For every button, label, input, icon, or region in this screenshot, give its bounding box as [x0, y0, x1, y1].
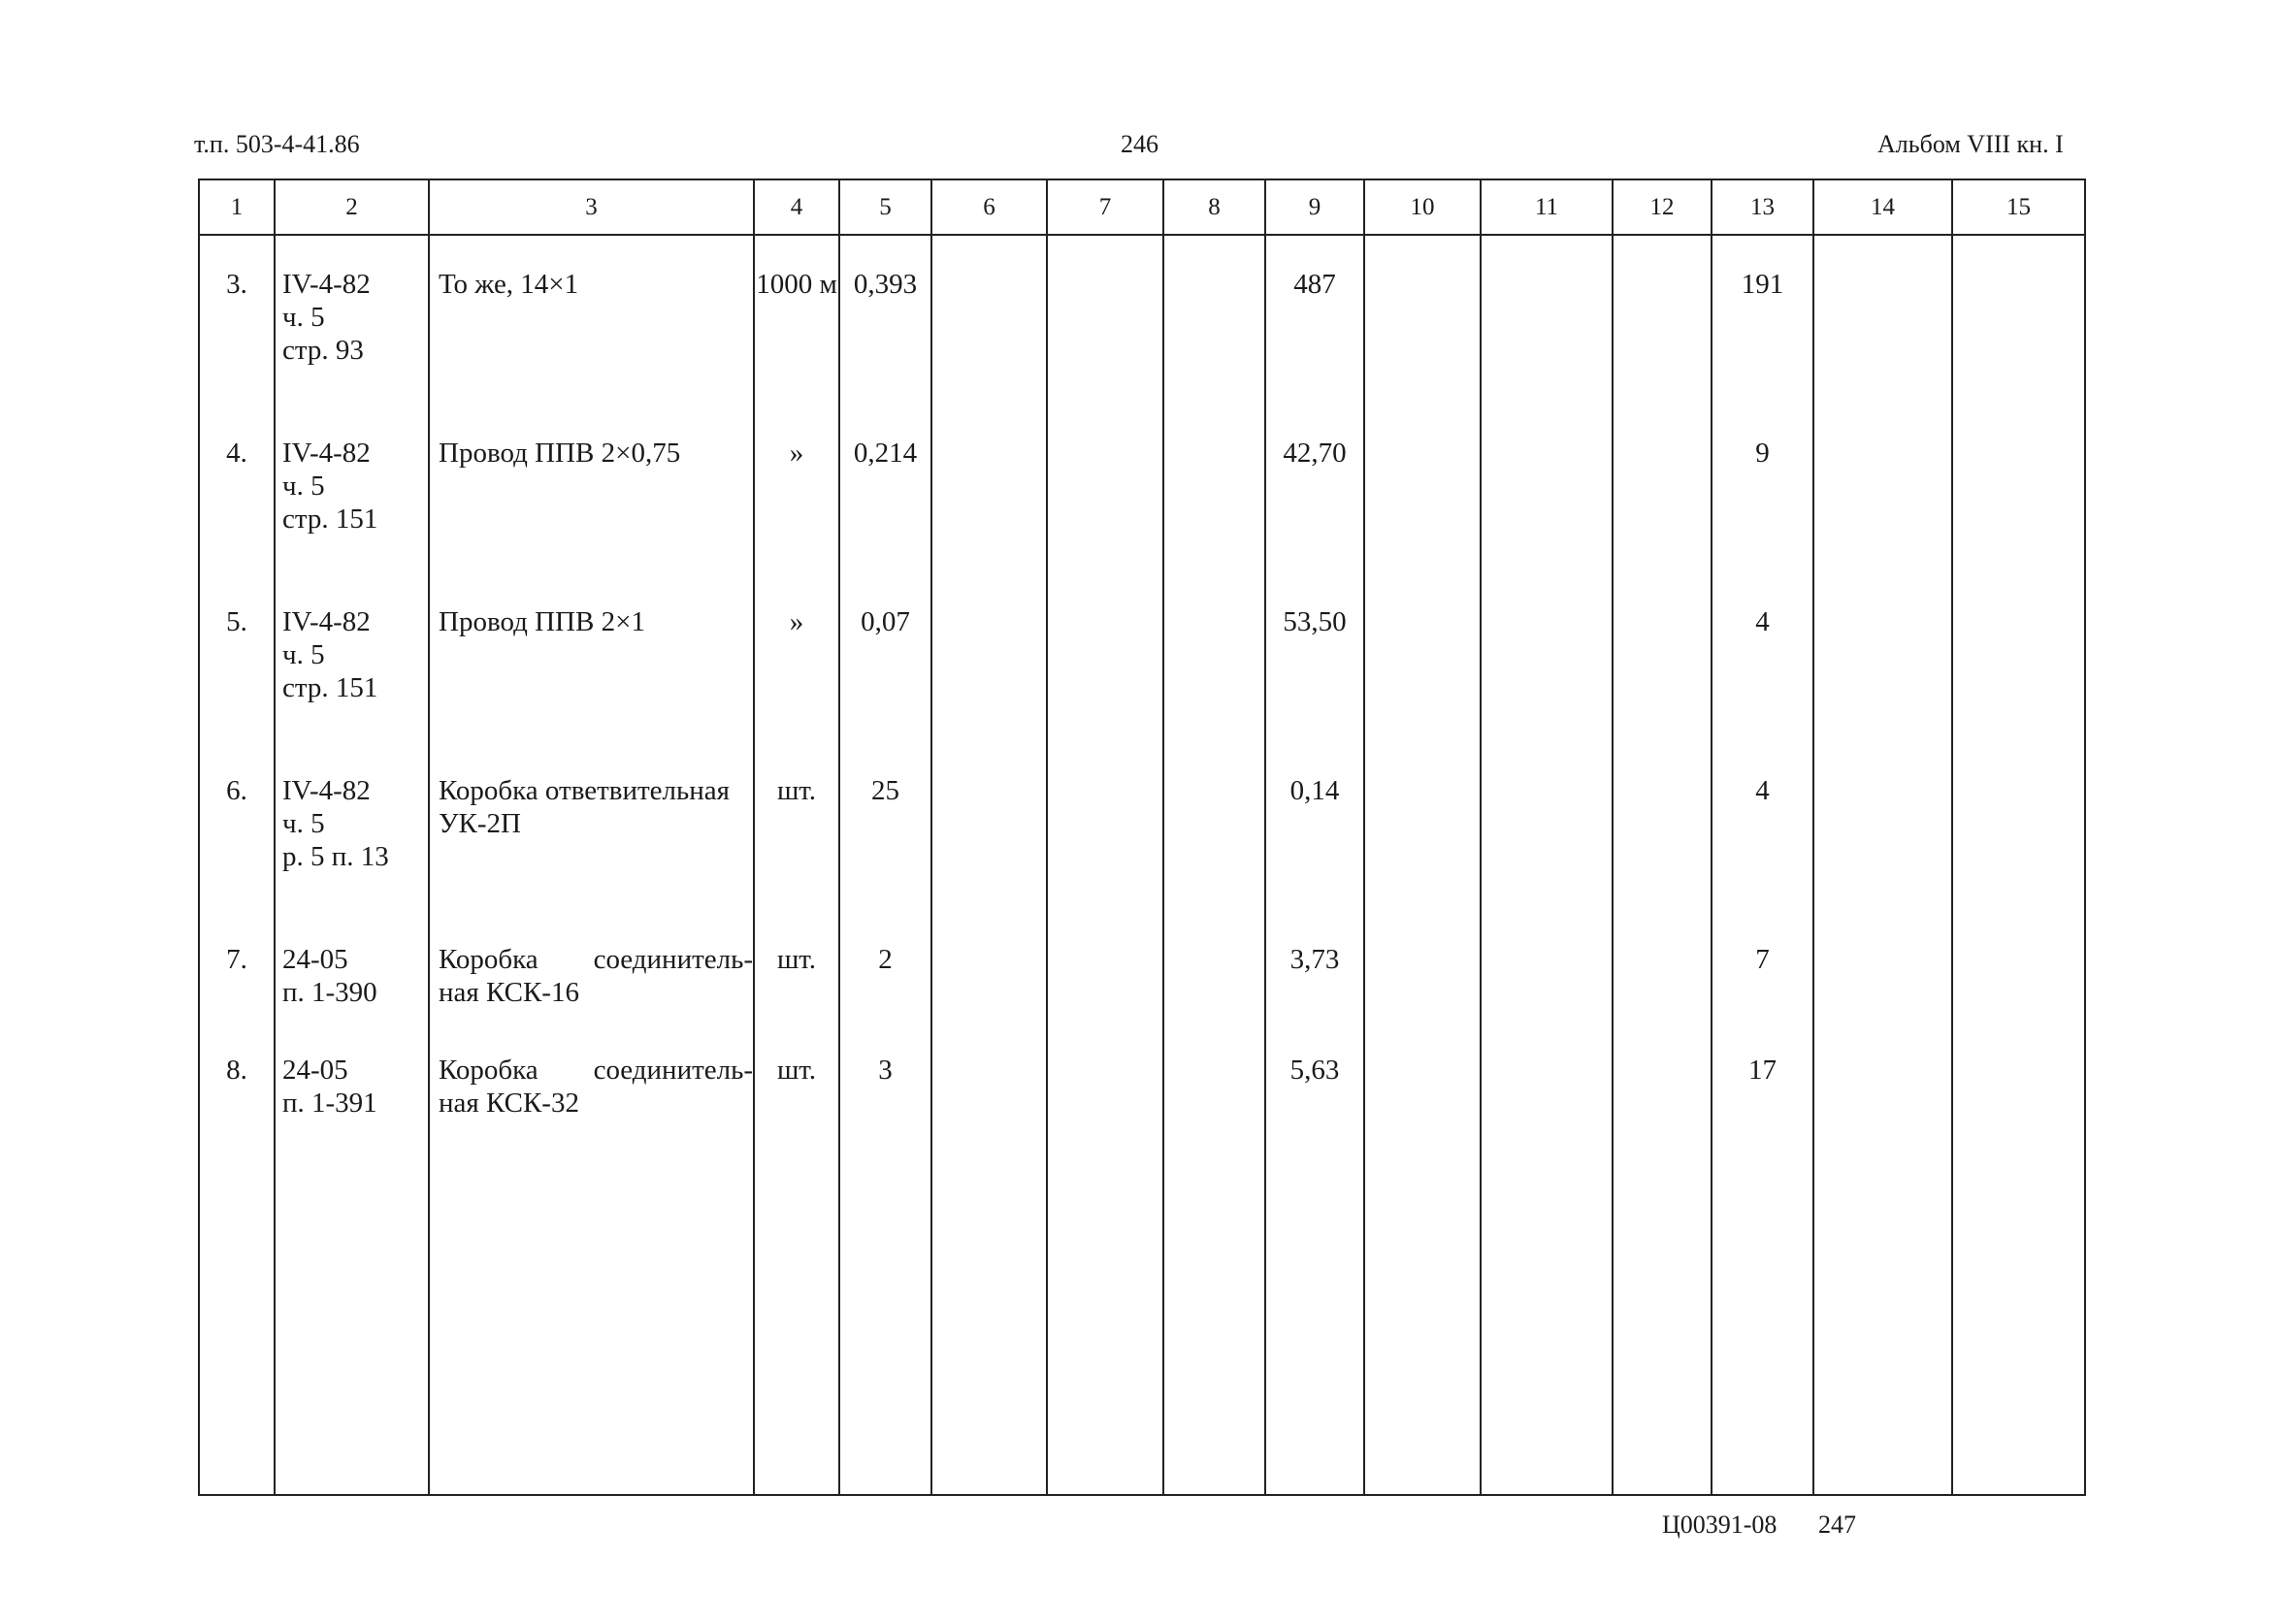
- item-name: Провод ППВ 2×0,75: [429, 405, 754, 573]
- reference-code: IV-4-82 ч. 5 стр. 93: [275, 235, 429, 405]
- table-row: [200, 742, 2084, 911]
- item-name: Коробка ответвительная УК-2П: [429, 742, 754, 911]
- row-number: 3.: [200, 235, 275, 405]
- quantity: 3: [839, 1046, 931, 1156]
- quantity: 25: [839, 742, 931, 911]
- footer-page: 247: [1817, 1510, 1856, 1539]
- column-header: 11: [1481, 180, 1613, 235]
- quantity: 2: [839, 911, 931, 1046]
- unit: шт.: [754, 742, 839, 911]
- total-cost: 17: [1712, 1046, 1813, 1156]
- table-row: [200, 573, 2084, 742]
- column-header: 8: [1163, 180, 1265, 235]
- footer-code: Ц00391-08: [1662, 1510, 1777, 1539]
- column-header: 15: [1952, 180, 2084, 235]
- total-cost: 7: [1712, 911, 1813, 1046]
- reference-code: 24-05 п. 1-390: [275, 911, 429, 1046]
- column-number-row: [200, 180, 2084, 235]
- column-header: 4: [754, 180, 839, 235]
- empty-row: [200, 1156, 2084, 1494]
- unit: »: [754, 573, 839, 742]
- reference-code: IV-4-82 ч. 5 р. 5 п. 13: [275, 742, 429, 911]
- table-row: [200, 911, 2084, 1046]
- unit-cost: 487: [1265, 235, 1364, 405]
- column-header: 1: [200, 180, 275, 235]
- footer: [1662, 1510, 1856, 1540]
- quantity: 0,214: [839, 405, 931, 573]
- column-header: 3: [429, 180, 754, 235]
- table-row: [200, 1046, 2084, 1156]
- column-header: 7: [1047, 180, 1163, 235]
- row-number: 5.: [200, 573, 275, 742]
- reference-code: 24-05 п. 1-391: [275, 1046, 429, 1156]
- total-cost: 4: [1712, 742, 1813, 911]
- item-name: То же, 14×1: [429, 235, 754, 405]
- column-header: 12: [1613, 180, 1712, 235]
- unit-cost: 5,63: [1265, 1046, 1364, 1156]
- quantity: 0,07: [839, 573, 931, 742]
- unit: шт.: [754, 911, 839, 1046]
- total-cost: 4: [1712, 573, 1813, 742]
- unit: 1000 м: [754, 235, 839, 405]
- unit-cost: 3,73: [1265, 911, 1364, 1046]
- row-number: 6.: [200, 742, 275, 911]
- column-header: 13: [1712, 180, 1813, 235]
- row-number: 8.: [200, 1046, 275, 1156]
- document-code: т.п. 503-4-41.86: [194, 130, 360, 158]
- reference-code: IV-4-82 ч. 5 стр. 151: [275, 405, 429, 573]
- unit: »: [754, 405, 839, 573]
- item-name: Коробка соединитель- ная КСК-32: [429, 1046, 754, 1156]
- unit: шт.: [754, 1046, 839, 1156]
- column-header: 10: [1364, 180, 1481, 235]
- column-header: 14: [1813, 180, 1952, 235]
- total-cost: 191: [1712, 235, 1813, 405]
- column-header: 9: [1265, 180, 1364, 235]
- item-name: Коробка соединитель- ная КСК-16: [429, 911, 754, 1046]
- page-number: 246: [1121, 130, 1158, 158]
- unit-cost: 53,50: [1265, 573, 1364, 742]
- row-number: 4.: [200, 405, 275, 573]
- reference-code: IV-4-82 ч. 5 стр. 151: [275, 573, 429, 742]
- album-reference: Альбом VIII кн. I: [1877, 130, 2064, 158]
- column-header: 5: [839, 180, 931, 235]
- item-name: Провод ППВ 2×1: [429, 573, 754, 742]
- unit-cost: 0,14: [1265, 742, 1364, 911]
- quantity: 0,393: [839, 235, 931, 405]
- column-header: 2: [275, 180, 429, 235]
- unit-cost: 42,70: [1265, 405, 1364, 573]
- column-header: 6: [931, 180, 1047, 235]
- estimate-table: [198, 179, 2086, 1496]
- total-cost: 9: [1712, 405, 1813, 573]
- table-row: [200, 405, 2084, 573]
- row-number: 7.: [200, 911, 275, 1046]
- table-row: [200, 235, 2084, 405]
